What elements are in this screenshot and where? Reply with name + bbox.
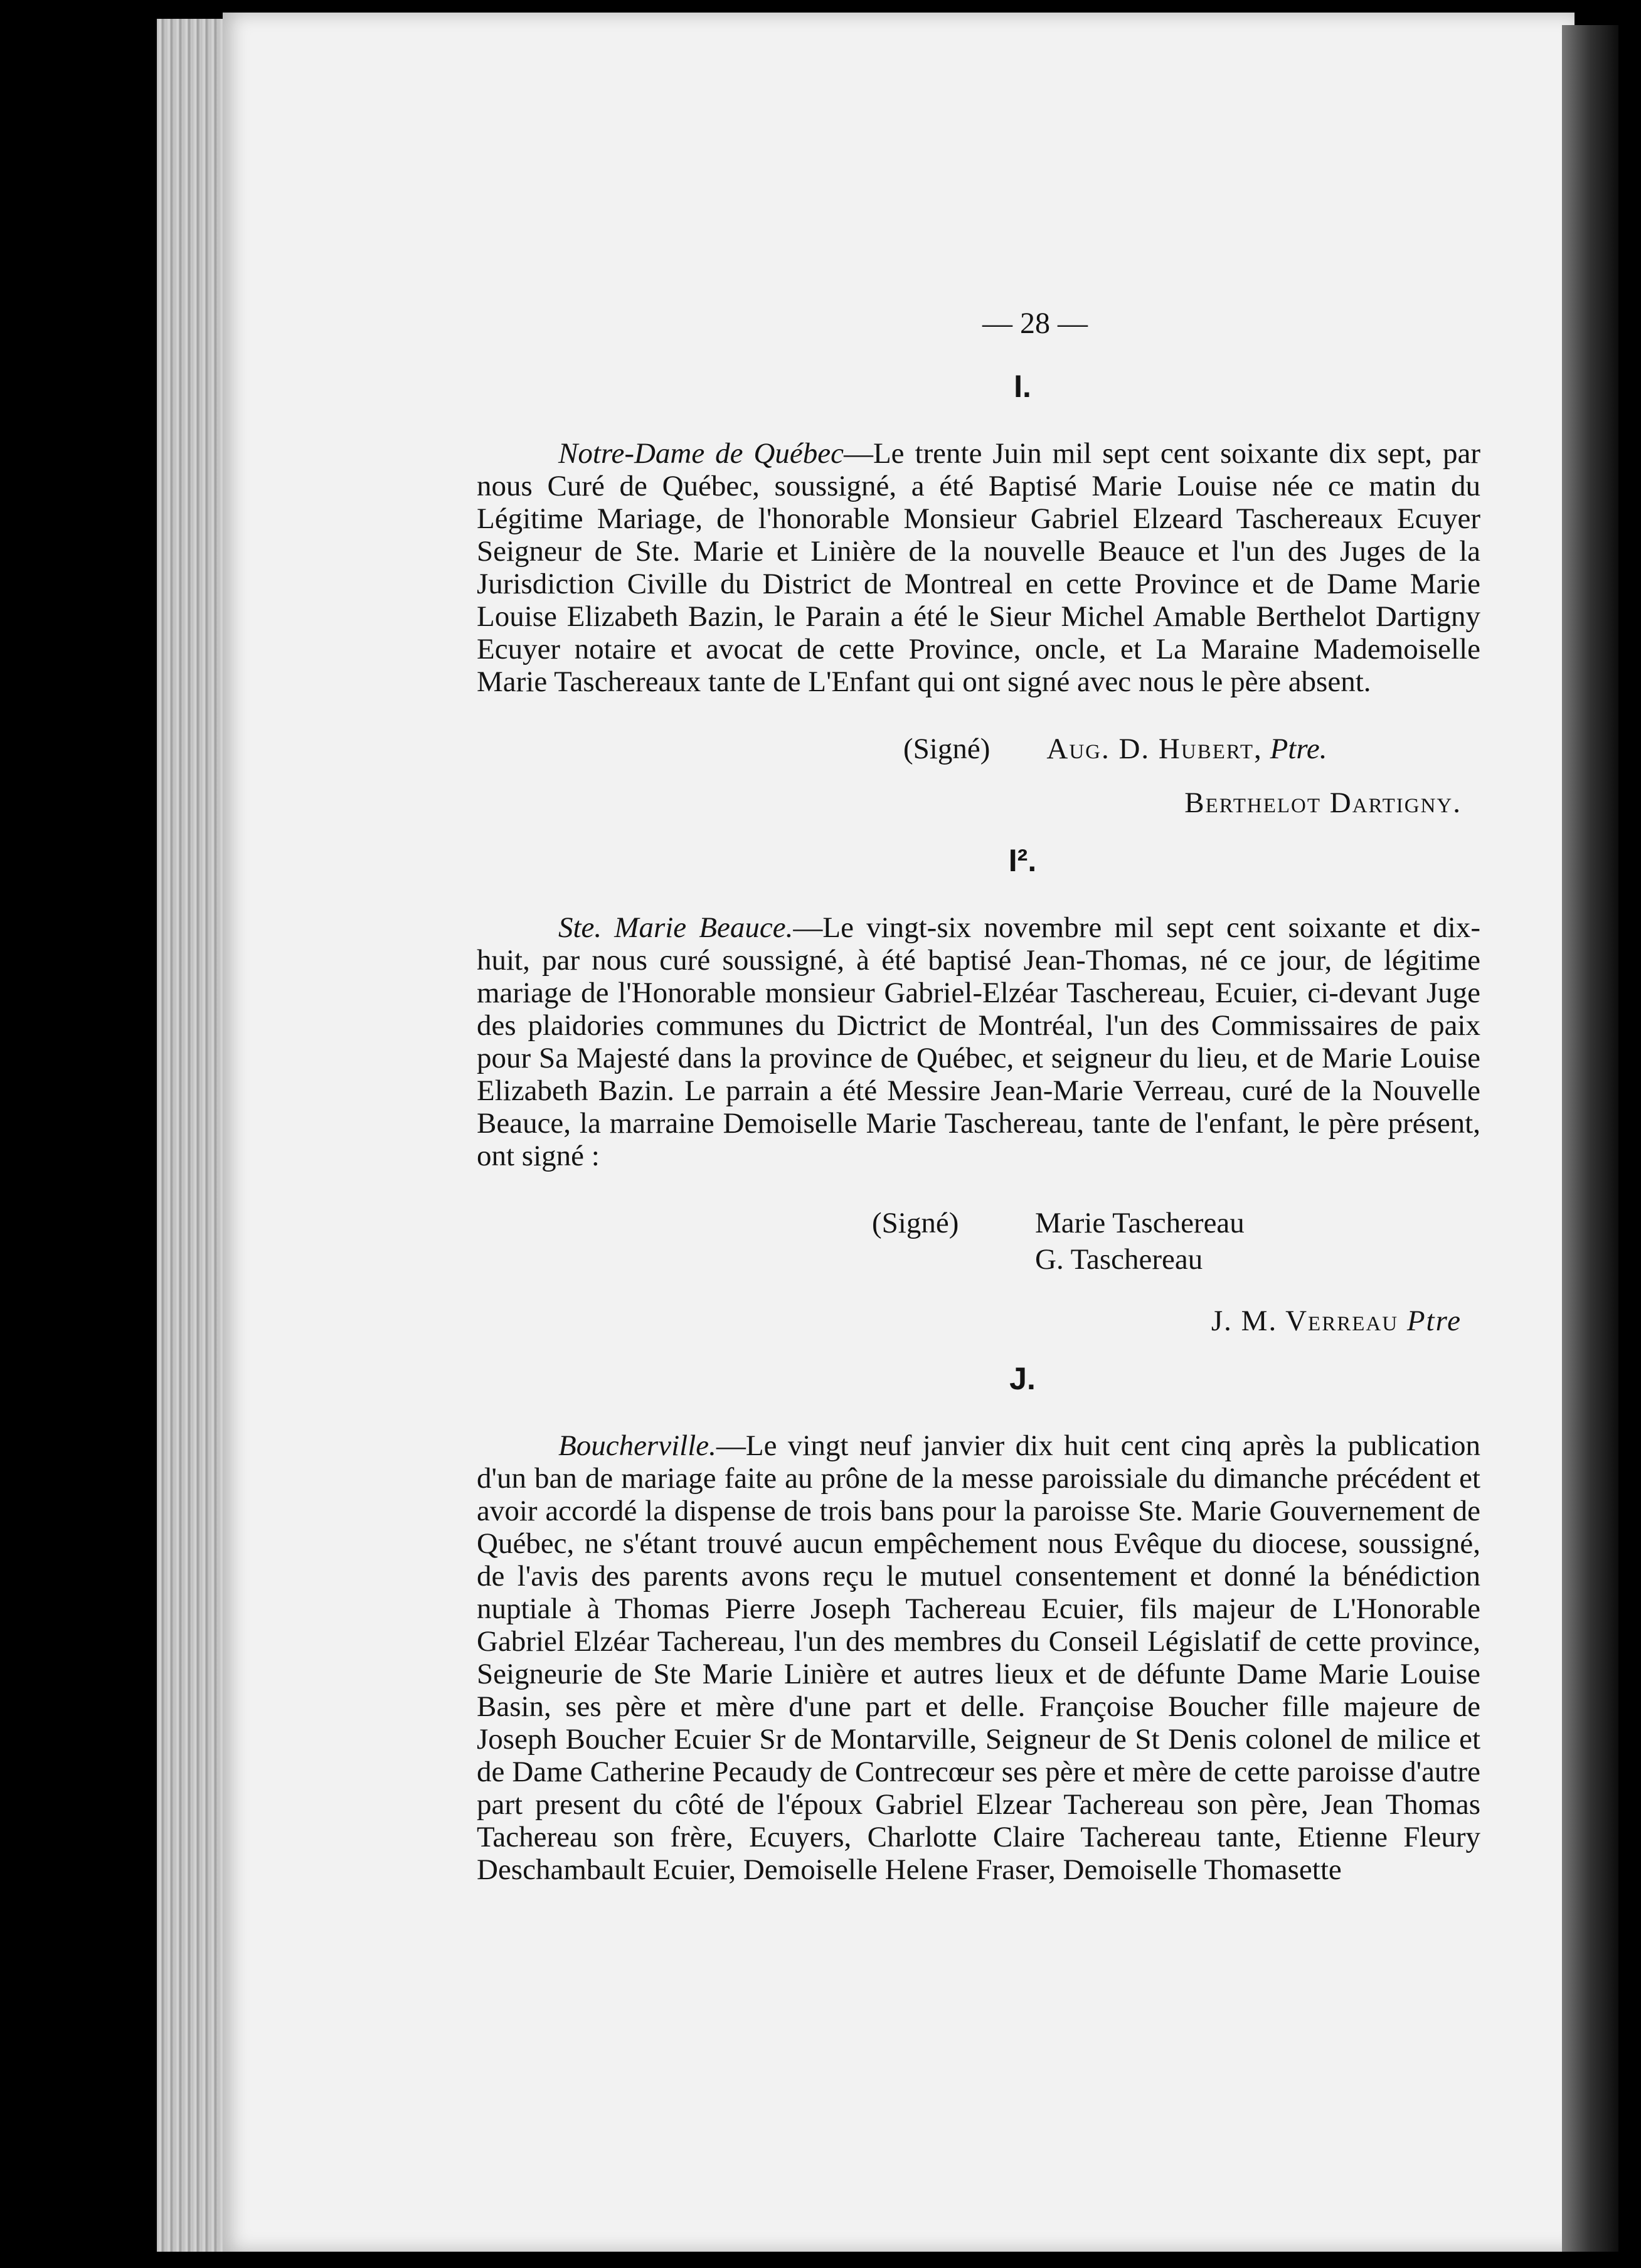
signer-name: J. M. Verreau <box>1211 1305 1399 1337</box>
section-heading-1: I. <box>1014 369 1031 404</box>
record-entry-3 <box>477 1429 1480 1886</box>
signature-block-2 <box>477 1207 1480 1337</box>
page-number: — 28 — <box>982 307 1088 340</box>
record-paragraph <box>477 1429 1480 1886</box>
signer-name: G. Taschereau <box>1035 1243 1203 1276</box>
record-entry-1 <box>477 437 1480 698</box>
signer-line <box>872 1305 1480 1337</box>
signer-title: Ptre. <box>1270 733 1327 765</box>
section-heading-2: I². <box>1008 843 1037 878</box>
signer-name: Aug. D. Hubert, Ptre. <box>1046 733 1327 765</box>
place-name: Boucherville. <box>558 1429 716 1462</box>
book-page-edges <box>157 19 226 2252</box>
page-content <box>477 307 1480 1886</box>
signer-title: Ptre <box>1406 1305 1462 1337</box>
record-paragraph <box>477 437 1480 698</box>
record-entry-2 <box>477 911 1480 1172</box>
place-name: Notre-Dame de Québec <box>558 437 844 470</box>
section-heading-3: J. <box>1009 1361 1036 1396</box>
place-name: Ste. Marie Beauce. <box>558 911 794 944</box>
record-text: —Le vingt neuf janvier dix huit cent cinq après la publication d'un ban de mariage faite au prône de la messe paroissiale du dimanche précédent et avoir accordé la dispense de trois bans pour la paroisse Ste. Marie Gouvernement de Québec, ne s'étant trouvé aucun empêchement nous Evêque du diocese, soussigné, de l'avis des parents avons reçu le mutuel consentement et donné la bénédiction nuptiale à Thomas Pierre Joseph Tachereau Ecuier, fils majeur de L'Honorable Gabriel Elzéar Tachereau, l'un des membres du Conseil Législatif de cette province, Seigneurie de Ste Marie Linière et autres lieux et de défunte Dame Marie Louise Basin, ses père et mère d'une part et delle. Françoise Boucher fille majeure de Joseph Boucher Ecuier Sr de Montarville, Seigneur de St Denis colonel de milice et de Dame Catherine Pecaudy de Contrecœur ses père et mère de cette paroisse d'autre part present du côté de l'époux Gabriel Elzear Tachereau son père, Jean Thomas Tachereau son frère, Ecuyers, Charlotte Claire Tachereau tante, Etienne Fleury Deschambault Ecuier, Demoiselle Helene Fraser, Demoiselle Thomasette <box>477 1429 1480 1886</box>
signature-block-1 <box>477 733 1480 819</box>
signed-label: (Signé) <box>872 1207 959 1239</box>
record-text: —Le vingt-six novembre mil sept cent soixante et dix-huit, par nous curé soussigné, à été baptisé Jean-Thomas, né ce jour, de légitime mariage de l'Honorable monsieur Gabriel-Elzéar Taschereau, Ecuier, ci-devant Juge des plaidories communes du Dictrict de Montréal, l'un des Commissaires de paix pour Sa Majesté dans la province de Québec, et seigneur du lieu, et de Marie Louise Elizabeth Bazin. Le parrain a été Messire Jean-Marie Verreau, curé de la Nouvelle Beauce, la marraine Demoiselle Marie Taschereau, tante de l'enfant, le père présent, ont signé : <box>477 911 1480 1172</box>
record-text: —Le trente Juin mil sept cent soixante dix sept, par nous Curé de Québec, soussigné, a été Baptisé Marie Louise née ce matin du Légitime Mariage, de l'honorable Monsieur Gabriel Elzeard Taschereaux Ecuyer Seigneur de Ste. Marie et Linière de la nouvelle Beauce et l'un des Juges de la Jurisdiction Civille du District de Montreal en cette Province et de Dame Marie Louise Elizabeth Bazin, le Parain a été le Sieur Michel Amable Berthelot Dartigny Ecuyer notaire et avocat de cette Province, oncle, et La Maraine Mademoiselle Marie Taschereaux tante de L'Enfant qui ont signé avec nous le père absent. <box>477 437 1480 698</box>
signer-name: Marie Taschereau <box>1035 1207 1245 1239</box>
record-paragraph <box>477 911 1480 1172</box>
signed-label: (Signé) <box>903 733 990 765</box>
signer-name: Berthelot Dartigny. <box>1184 787 1462 819</box>
gutter-shadow <box>1562 25 1618 2252</box>
